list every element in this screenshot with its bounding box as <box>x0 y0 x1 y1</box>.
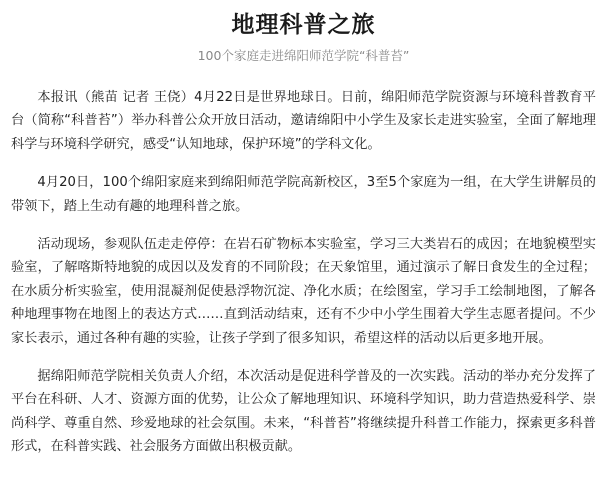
article-body <box>11 86 596 459</box>
paragraph-activities: 活动现场，参观队伍走走停停：在岩石矿物标本实验室，学习三大类岩石的成因；在地貌模型实验室，了解喀斯特地貌的成因以及发育的不同阶段；在天象馆里，通过演示了解日食发生的全过程；在水质分析实验室，使用混凝剂促使悬浮物沉淀、净化水质；在绘图室，学习手工绘制地图，了解各种地理事物在地图上的表达方式……直到活动结束，还有不少中小学生围着大学生志愿者提问。不少家长表示，通过各种有趣的实验，让孩子学到了很多知识，希望这样的活动以后更多地开展。 <box>11 237 596 346</box>
paragraph-event-date: 4月20日，100个绵阳家庭来到绵阳师范学院高新校区，3至5个家庭为一组，在大学生讲解员的带领下，踏上生动有趣的地理科普之旅。 <box>11 175 596 214</box>
paragraph-summary: 据绵阳师范学院相关负责人介绍，本次活动是促进科学普及的一次实践。活动的举办充分发挥了平台在科研、人才、资源方面的优势，让公众了解地理知识、环境科学知识，助力营造热爱科学、崇尚科学、尊重自然、珍爱地球的社会氛围。未来，“科普苔”将继续提升科普工作能力，探索更多科普形式，在科普实践、社会服务方面做出积极贡献。 <box>11 369 596 455</box>
article-subtitle: 100个家庭走进绵阳师范学院“科普苔” <box>197 48 410 63</box>
paragraph-intro: 本报讯（熊苗 记者 王侥）4月22日是世界地球日。日前，绵阳师范学院资源与环境科普教育平台（简称“科普苔”）举办科普公众开放日活动，邀请绵阳中小学生及家长走进实验室，全面了解地理科学与环境科学研究，感受“认知地球，保护环境”的学科文化。 <box>11 90 596 152</box>
article-title: 地理科普之旅 <box>231 12 376 38</box>
